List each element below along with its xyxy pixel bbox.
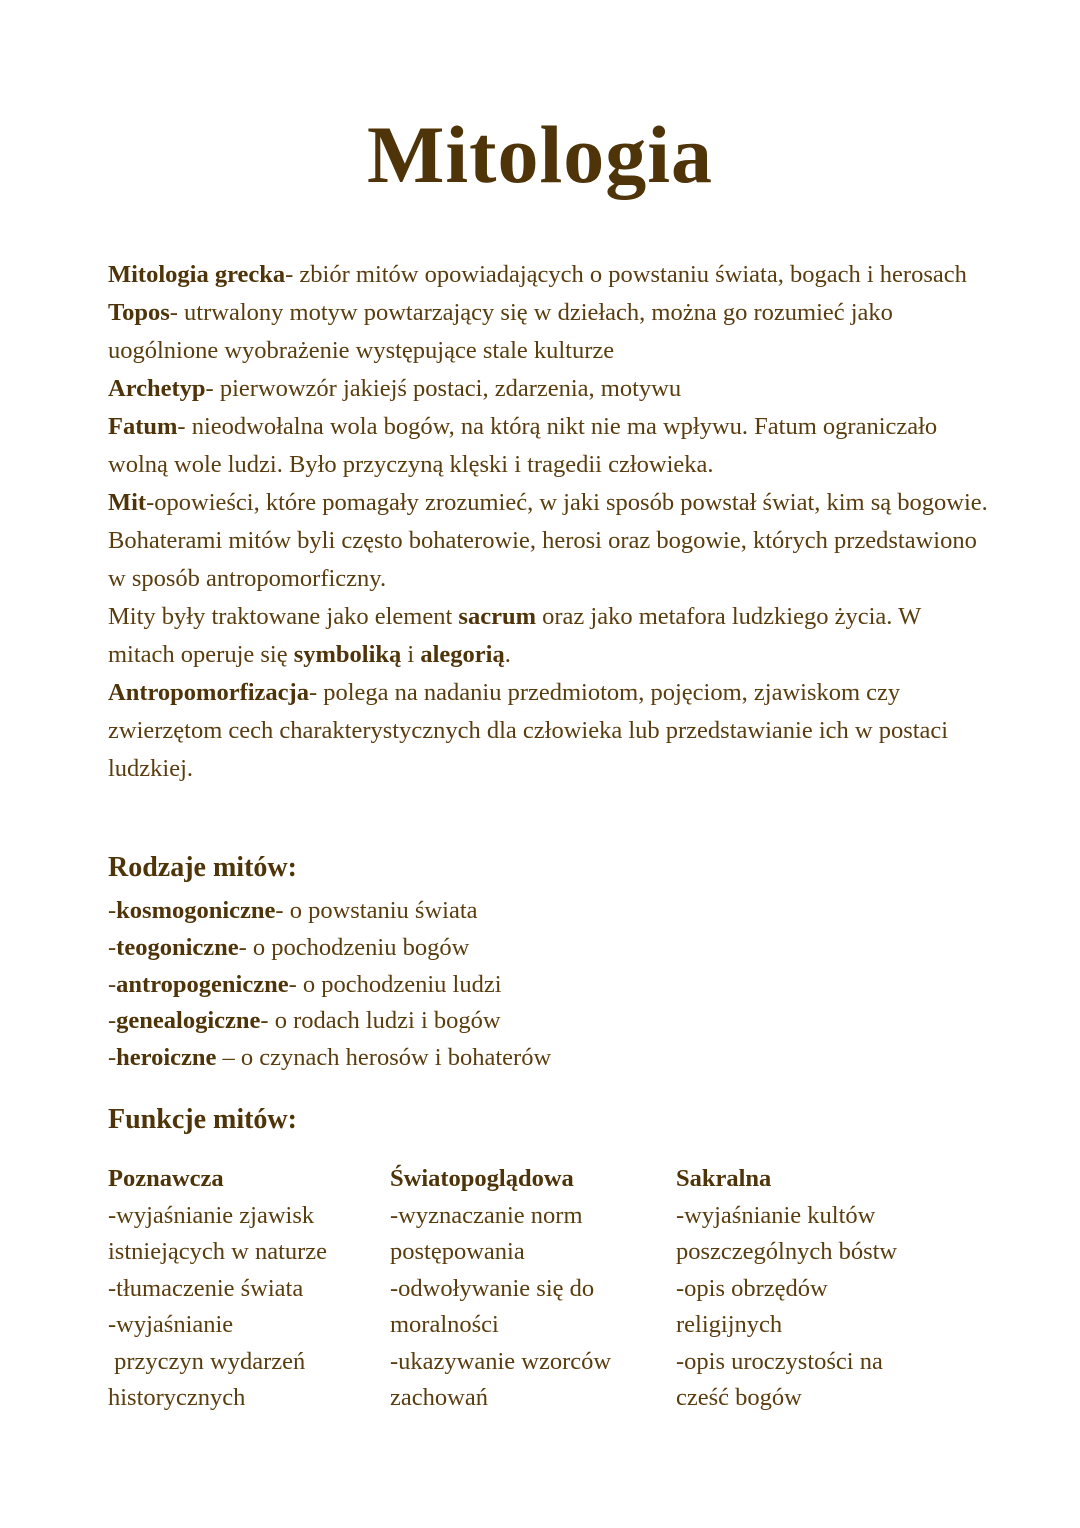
sacrum-text-and: i (401, 641, 421, 668)
sacrum-paragraph (108, 598, 988, 674)
definition-term: Antropomorfizacja (108, 679, 309, 706)
function-column-poznawcza (108, 1161, 378, 1417)
function-line: -opis uroczystości na (676, 1347, 883, 1375)
type-text: - o powstaniu świata (275, 897, 478, 924)
function-line: przyczyn wydarzeń (108, 1347, 306, 1375)
function-line: zachowań (390, 1384, 488, 1411)
list-item (108, 893, 988, 930)
definition-text: - utrwalony motyw powtarzający się w dziełach, można go rozumieć jako uogólnione wyobrażenie występujące stale kulturze (108, 299, 893, 364)
definition-topos (108, 294, 988, 370)
function-column-swiatopogladowa (390, 1161, 660, 1417)
definition-term: Mit (108, 489, 147, 516)
function-line: moralności (390, 1311, 499, 1338)
sacrum-term: sacrum (458, 603, 536, 630)
sacrum-text-end: . (504, 641, 511, 668)
list-prefix: - (108, 1044, 117, 1072)
list-item (108, 967, 988, 1004)
definition-term: Topos (108, 299, 170, 326)
definition-text: - polega na nadaniu przedmiotom, pojęciom, zjawiskom czy zwierzętom cech charakterystycznych dla człowieka lub przedstawianie ich w postaci ludzkiej. (108, 679, 949, 782)
function-line: istniejących w naturze (108, 1238, 328, 1265)
list-prefix: - (108, 970, 117, 998)
sacrum-text-middle: oraz jako metafora ludzkiego życia. W mitach operuje się (108, 603, 921, 668)
functions-heading: Funkcje mitów: (108, 1104, 297, 1135)
list-prefix: - (108, 897, 117, 924)
type-term: genealogiczne (116, 1007, 261, 1035)
function-line: -tłumaczenie świata (108, 1274, 304, 1302)
function-line: -ukazywanie wzorców (390, 1347, 612, 1375)
definition-archetyp (108, 370, 988, 408)
definition-text: - nieodwołalna wola bogów, na którą nikt nie ma wpływu. Fatum ograniczało wolną wole ludzi. Było przyczyną klęski i tragedii człowieka. (108, 413, 938, 478)
definition-text: - pierwowzór jakiejś postaci, zdarzenia, motywu (205, 375, 682, 402)
function-line: -wyznaczanie norm (390, 1201, 583, 1229)
definition-mitologia-grecka (108, 256, 988, 294)
type-term: kosmogoniczne (116, 897, 276, 924)
definition-text: -opowieści, które pomagały zrozumieć, w jaki sposób powstał świat, kim są bogowie. Bohaterami mitów byli często bohaterowie, herosi oraz bogowie, których przedstawiono w sposób antropomorficzny. (108, 489, 988, 592)
function-line: religijnych (676, 1311, 783, 1338)
types-heading: Rodzaje mitów: (108, 852, 297, 883)
type-term: teogoniczne (116, 933, 239, 961)
list-prefix: - (108, 933, 117, 961)
function-line: -wyjaśnianie (108, 1311, 234, 1338)
function-title: Poznawcza (108, 1165, 224, 1192)
definition-term: Archetyp (108, 375, 206, 402)
type-text: - o pochodzeniu bogów (238, 933, 470, 961)
function-title: Sakralna (676, 1165, 772, 1192)
sacrum-text-before: Mity były traktowane jako element (108, 603, 459, 630)
alegoria-term: alegorią (420, 641, 505, 668)
definition-text: - zbiór mitów opowiadających o powstaniu świata, bogach i herosach (285, 261, 967, 288)
function-line: -wyjaśnianie kultów (676, 1201, 876, 1229)
function-line: -odwoływanie się do (390, 1274, 595, 1302)
myth-types-list (108, 893, 988, 1077)
function-column-sakralna (676, 1161, 946, 1417)
definition-term: Mitologia grecka (108, 261, 286, 288)
definition-antropomorfizacja (108, 674, 988, 788)
type-text: - o rodach ludzi i bogów (260, 1007, 501, 1035)
page-title: Mitologia (366, 109, 714, 200)
type-term: antropogeniczne (116, 970, 289, 998)
type-text: – o czynach herosów i bohaterów (216, 1044, 552, 1072)
definition-fatum (108, 408, 988, 484)
list-item (108, 930, 988, 967)
type-text: - o pochodzeniu ludzi (288, 970, 502, 998)
function-line: poszczególnych bóstw (676, 1238, 898, 1265)
function-title: Światopoglądowa (390, 1165, 574, 1192)
definition-term: Fatum (108, 413, 178, 440)
function-line: -opis obrzędów (676, 1274, 828, 1302)
definitions-section (108, 256, 988, 788)
function-line: -wyjaśnianie zjawisk (108, 1201, 315, 1229)
list-item (108, 1003, 988, 1040)
symbolika-term: symboliką (293, 641, 402, 668)
function-line: cześć bogów (676, 1384, 802, 1411)
function-line: postępowania (390, 1238, 525, 1265)
definition-mit (108, 484, 988, 598)
list-prefix: - (108, 1007, 117, 1035)
list-item (108, 1040, 988, 1077)
type-term: heroiczne (116, 1044, 217, 1072)
function-line: historycznych (108, 1384, 246, 1411)
